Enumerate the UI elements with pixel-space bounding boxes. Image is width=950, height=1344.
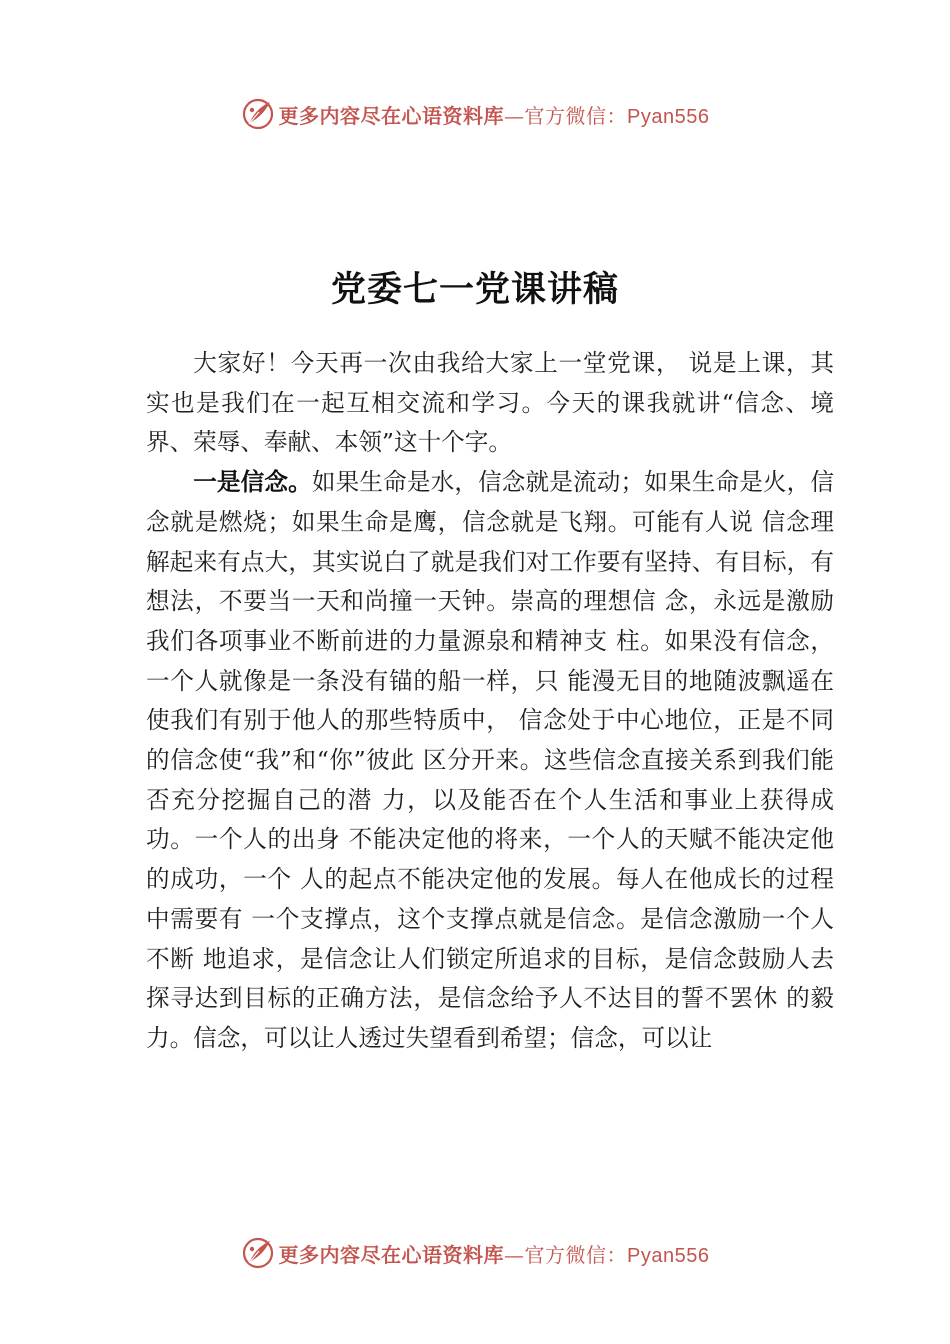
page-title: 党委七一党课讲稿: [330, 270, 619, 310]
quill-logo-icon: [241, 1236, 275, 1270]
wechat-id: Pyan556: [627, 1244, 710, 1267]
wechat-id: Pyan556: [627, 105, 710, 128]
paragraph-text: 如果生命是水，信念就是流动；如果生命是火，信念就是燃烧；如果生命是鹰，信念就是飞翔。可能有人说 信念理解起来有点大，其实说白了就是我们对工作要有坚持、有目标，有想法，不要当一天和尚撞一天钟。崇高的理想信 念，永远是激励我们各项事业不断前进的力量源泉和精神支 柱。如果没有信念，一个人就像是一条没有锚的船一样，只 能漫无目的地随波飘遥在使我们有别于他人的那些特质中， 信念处于中心地位，正是不同的信念使“我”和“你”彼此 区分开来。这些信念直接关系到我们能否充分挖掘自己的潜 力，以及能否在个人生活和事业上获得成功。一个人的出身 不能决定他的将来，一个人的天赋不能决定他的成功，一个 人的起点不能决定他的发展。每人在他成长的过程中需要有 一个支撑点，这个支撑点就是信念。是信念激励一个人不断 地追求，是信念让人们锁定所追求的目标，是信念鼓励人去 探寻达到目标的正确方法，是信念给予人不达目的誓不罢休 的毅力。信念，可以让人透过失望看到希望；信念，可以让: [146, 468, 835, 1052]
paragraph-intro: 大家好！今天再一次由我给大家上一堂党课， 说是上课，其实也是我们在一起互相交流和学习。今天的课我就讲“信念、境界、荣辱、奉献、本领”这十个字。: [146, 349, 834, 457]
footer-banner-text: 更多内容尽在心语资料库—官方微信：Pyan556: [278, 1242, 710, 1267]
header-banner: [0, 94, 950, 134]
section-heading: 一是信念。: [193, 468, 312, 497]
article-body: [146, 344, 834, 1059]
footer-banner: [0, 1233, 950, 1273]
header-banner-text: 更多内容尽在心语资料库—官方微信：Pyan556: [278, 103, 710, 128]
paragraph-belief: [146, 463, 834, 1059]
quill-logo-icon: [241, 97, 275, 131]
